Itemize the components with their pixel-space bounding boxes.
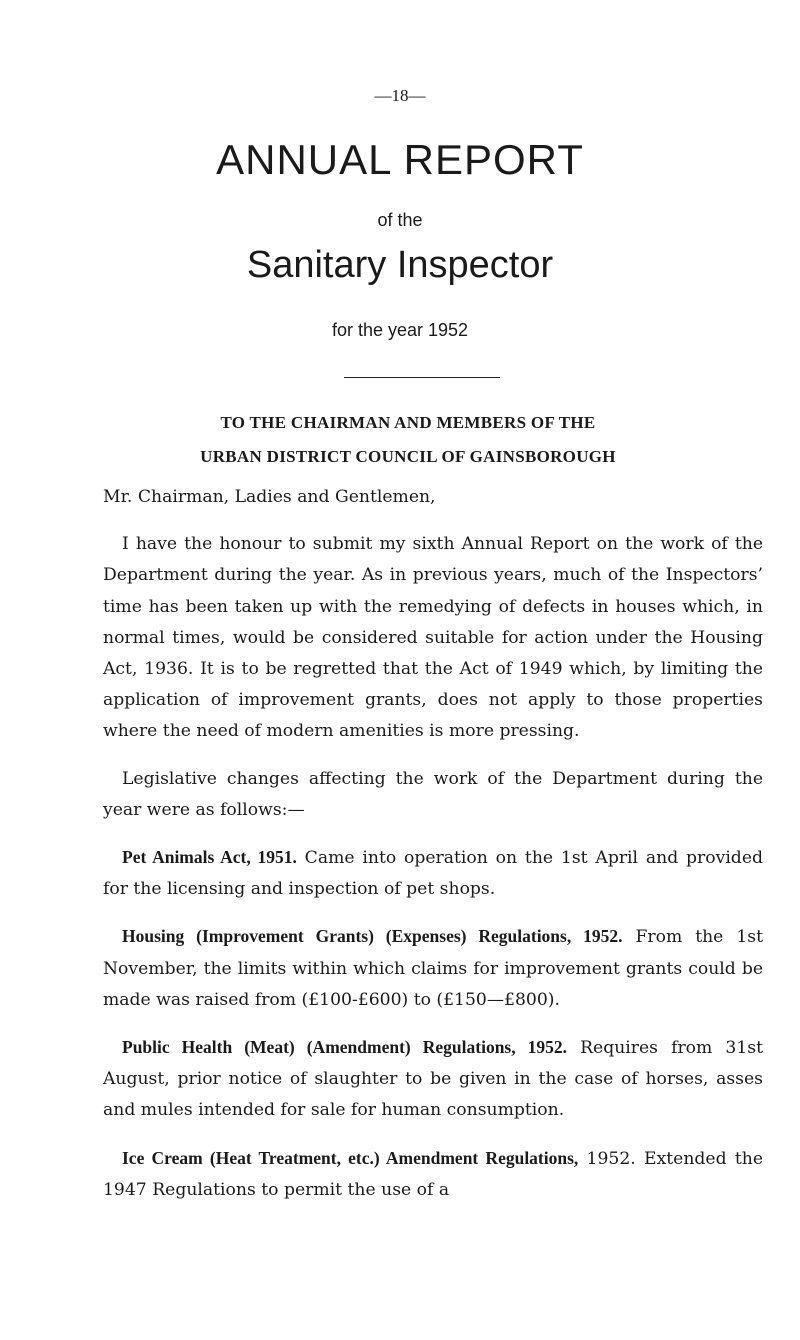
ice-cream-text: 1952. Extended the 1947 Regulations to permit the use of a bbox=[103, 1148, 763, 1200]
report-title: ANNUAL REPORT bbox=[216, 136, 584, 183]
meat-regulations-text: Requires from 31st August, prior notice of slaughter to be given in the case of horses, asses and mules intended for sale for human consumption. bbox=[103, 1038, 763, 1121]
housing-grants-text: From the 1st November, the limits within which claims for improvement grants could be made was raised from (£100-£600) to (£150—£800). bbox=[103, 927, 763, 1010]
addressee-line-2: URBAN DISTRICT COUNCIL OF GAINSBOROUGH bbox=[200, 447, 616, 466]
title-connector: of the bbox=[377, 210, 423, 230]
report-body bbox=[103, 482, 763, 1222]
meat-regulations-heading: Public Health (Meat) (Amendment) Regulations, 1952. bbox=[122, 1037, 567, 1058]
paragraph-legislative-changes: Legislative changes affecting the work of the Department during the year were as follows:— bbox=[103, 768, 763, 820]
paragraph-intro: I have the honour to submit my sixth Annual Report on the work of the Department during the year. As in previous years, much of the Inspectors’ time has been taken up with the remedying of defects in houses which, in normal times, would be considered suitable for action under the Housing Act, 1936. It is to be regretted that the Act of 1949 which, by limiting the application of improvement grants, does not apply to those properties where the need of modern amenities is more pressing. bbox=[103, 534, 763, 742]
paragraph-ice-cream bbox=[103, 1143, 763, 1206]
paragraph-housing-grants bbox=[103, 921, 763, 1016]
pet-animals-heading: Pet Animals Act, 1951. bbox=[122, 847, 297, 868]
ice-cream-heading: Ice Cream (Heat Treatment, etc.) Amendment Regulations, bbox=[122, 1147, 579, 1168]
housing-grants-heading: Housing (Improvement Grants) (Expenses) Regulations, 1952. bbox=[122, 926, 623, 947]
divider bbox=[344, 377, 500, 378]
page-number: —18— bbox=[374, 86, 426, 105]
addressee-line-1: TO THE CHAIRMAN AND MEMBERS OF THE bbox=[220, 413, 596, 432]
salutation: Mr. Chairman, Ladies and Gentlemen, bbox=[103, 487, 436, 507]
report-subject: Sanitary Inspector bbox=[246, 244, 554, 286]
paragraph-pet-animals bbox=[103, 842, 763, 905]
paragraph-meat-regulations bbox=[103, 1032, 763, 1127]
pet-animals-text: Came into operation on the 1st April and provided for the licensing and inspection of pet shops. bbox=[103, 848, 763, 900]
report-year: for the year 1952 bbox=[331, 320, 469, 340]
addressee-block bbox=[88, 406, 728, 474]
